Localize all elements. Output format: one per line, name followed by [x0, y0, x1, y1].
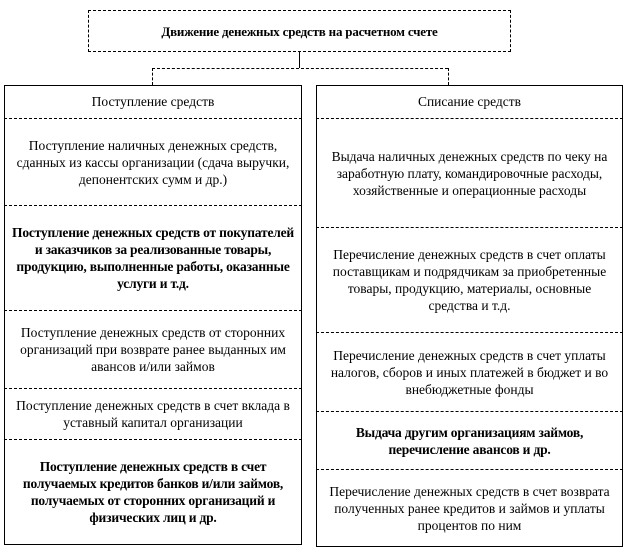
income-item-1: Поступление наличных денежных средств, сданных из кассы организации (сдача выручки, депонентских сумм и др.): [16, 137, 290, 187]
connector-right-down: [448, 68, 449, 85]
income-item-5: Поступление денежных средств в счет получаемых кредитов банков и/или займов, получаемых от сторонних организаций и физических лиц и др.: [22, 459, 284, 525]
connector-left-down: [152, 68, 153, 85]
expense-item-4: Выдача другим организациям займов, перечисление авансов и др.: [355, 424, 584, 457]
income-item-2: Поступление денежных средств от покупателей и заказчиков за реализованные товары, продукцию, выполненные работы, оказанные услуги и т.д.: [12, 225, 294, 291]
income-item-3: Поступление денежных средств от сторонних организаций при возврате ранее выданных им авансов и/или займов: [20, 325, 286, 374]
expense-item-5: Перечисление денежных средств в счет возврата полученных ранее кредитов и займов и уплаты процентов по ним: [329, 483, 610, 533]
expense-header: Списание средств: [417, 94, 522, 109]
income-header: Поступление средств: [91, 94, 215, 109]
connector-title-down: [299, 52, 300, 68]
diagram-title: Движение денежных средств на расчетном счете: [88, 10, 511, 52]
expense-item-3: Перечисление денежных средств в счет уплаты налогов, сборов и иных платежей в бюджет и во внебюджетные фонды: [330, 347, 609, 397]
income-item-4: Поступление денежных средств в счет вклада в уставный капитал организации: [16, 398, 290, 430]
expense-item-2: Перечисление денежных средств в счет оплаты поставщикам и подрядчикам за приобретенные товары, продукцию, материалы, основные средства и т.д.: [332, 247, 607, 313]
connector-horizontal: [152, 68, 448, 69]
expense-item-1: Выдача наличных денежных средств по чеку на заработную плату, командировочные расходы, хозяйственные и операционные расходы: [331, 148, 608, 198]
